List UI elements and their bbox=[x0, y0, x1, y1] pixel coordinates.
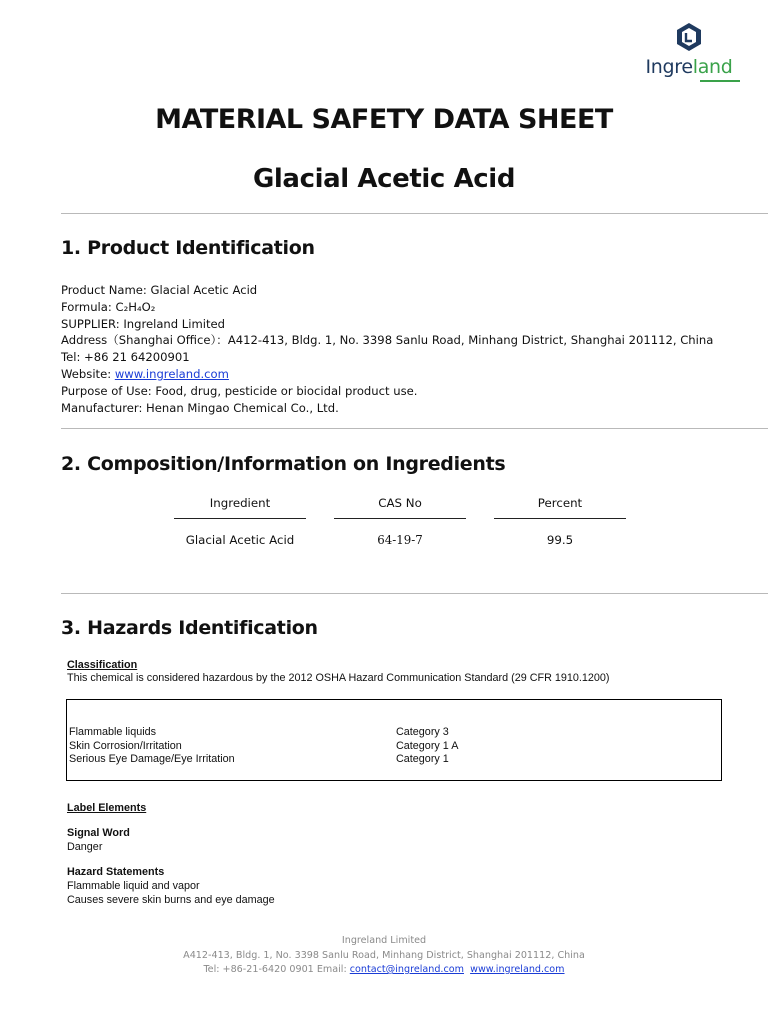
hazard-name: Serious Eye Damage/Eye Irritation bbox=[69, 753, 235, 765]
website-link[interactable]: www.ingreland.com bbox=[114, 366, 229, 381]
hazard-statements-label: Hazard Statements bbox=[67, 866, 165, 878]
section-heading-hazards: 3. Hazards Identification bbox=[61, 617, 318, 639]
cas-column bbox=[334, 496, 466, 547]
label-elements-label: Label Elements bbox=[67, 802, 147, 814]
column-rule bbox=[494, 518, 626, 519]
hazard-name: Skin Corrosion/Irritation bbox=[69, 739, 182, 752]
logo-underline bbox=[700, 80, 740, 82]
document-title: MATERIAL SAFETY DATA SHEET bbox=[155, 104, 613, 135]
classification-label: Classification bbox=[67, 659, 138, 671]
classification-text: This chemical is considered hazardous by the 2012 OSHA Hazard Communication Standard (29 CFR 1910.1200) bbox=[67, 672, 610, 684]
column-rule bbox=[334, 518, 466, 519]
hazard-category: Category 1 bbox=[396, 753, 449, 765]
footer-website-link[interactable]: www.ingreland.com bbox=[470, 964, 565, 975]
signal-word-label: Signal Word bbox=[67, 827, 130, 839]
table-cell: 99.5 bbox=[546, 533, 574, 547]
hazard-statement: Causes severe skin burns and eye damage bbox=[67, 893, 275, 906]
footer-company: Ingreland Limited bbox=[341, 935, 427, 946]
product-name: Product Name: Glacial Acetic Acid bbox=[61, 283, 258, 297]
hazard-classification-box bbox=[66, 699, 722, 781]
footer-address: A412-413, Bldg. 1, No. 3398 Sanlu Road, Minhang District, Shanghai 201112, China bbox=[183, 950, 585, 961]
product-info-block bbox=[61, 282, 713, 416]
divider bbox=[61, 428, 768, 429]
formula-value: C₂H₄O₂ bbox=[115, 299, 156, 314]
formula-line: Formula: C₂H₄O₂ bbox=[61, 299, 156, 314]
website-line: Website: www.ingreland.com bbox=[61, 366, 229, 381]
document-subtitle: Glacial Acetic Acid bbox=[252, 164, 516, 194]
ingreland-logo-icon bbox=[676, 22, 702, 52]
company-logo bbox=[634, 22, 744, 84]
ingredient-column bbox=[174, 496, 306, 547]
table-cell: 64-19-7 bbox=[377, 533, 423, 547]
address: Address（Shanghai Office）：A412-413, Bldg. 1, No. 3398 Sanlu Road, Minhang District, Shanghai 201112, China bbox=[61, 333, 714, 348]
logo-wordmark: Ingreland bbox=[645, 56, 733, 78]
purpose-of-use: Purpose of Use: Food, drug, pesticide or biocidal product use. bbox=[61, 383, 418, 398]
hazard-name: Flammable liquids bbox=[69, 726, 157, 738]
column-header: Percent bbox=[537, 496, 583, 510]
section-heading-composition: 2. Composition/Information on Ingredients bbox=[61, 453, 506, 475]
section-heading-product-identification: 1. Product Identification bbox=[61, 237, 315, 259]
percent-column bbox=[494, 496, 626, 547]
column-header: Ingredient bbox=[209, 496, 271, 510]
hazard-category: Category 3 bbox=[396, 726, 449, 738]
hazard-statement: Flammable liquid and vapor bbox=[67, 880, 200, 892]
footer-contact: Tel: +86-21-6420 0901 Email: contact@ingreland.com www.ingreland.com bbox=[203, 964, 565, 975]
divider bbox=[61, 593, 768, 594]
manufacturer: Manufacturer: Henan Mingao Chemical Co., Ltd. bbox=[61, 400, 339, 415]
telephone: Tel: +86 21 64200901 bbox=[61, 350, 190, 365]
supplier: SUPPLIER: Ingreland Limited bbox=[61, 316, 226, 331]
signal-word-value: Danger bbox=[67, 841, 103, 853]
table-cell: Glacial Acetic Acid bbox=[185, 533, 295, 547]
column-header: CAS No bbox=[378, 496, 422, 510]
footer-email-link[interactable]: contact@ingreland.com bbox=[349, 964, 464, 975]
column-rule bbox=[174, 518, 306, 519]
hazard-category: Category 1 A bbox=[396, 739, 459, 752]
divider bbox=[61, 213, 768, 214]
